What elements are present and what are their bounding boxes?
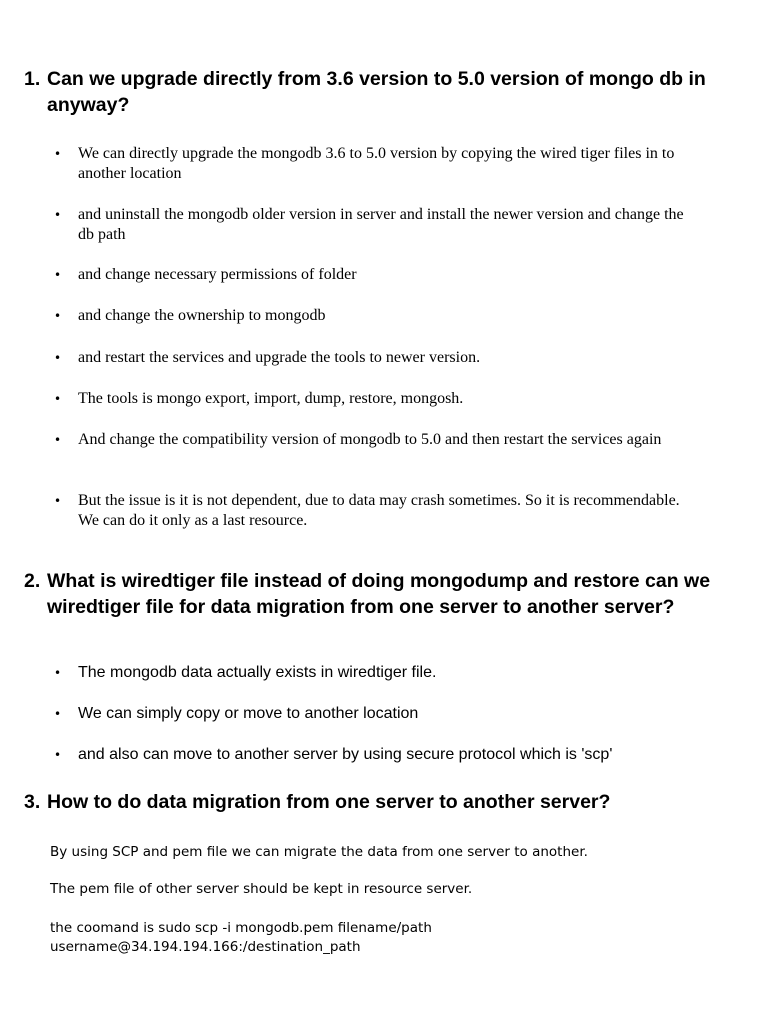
list-item	[54, 144, 694, 184]
list-item	[54, 704, 694, 724]
bullet-glyph: •	[54, 748, 62, 762]
section-1-title: Can we upgrade directly from 3.6 version to 5.0 version of mongo db in anyway?	[47, 68, 706, 116]
list-item-text: And change the compatibility version of mongodb to 5.0 and then restart the services again	[78, 431, 662, 448]
section-3-heading	[24, 789, 714, 815]
command-line: username@34.194.194.166:/destination_path	[50, 939, 361, 955]
list-item	[54, 430, 694, 450]
command-line: the coomand is sudo scp -i mongodb.pem filename/path	[50, 920, 432, 936]
section-3-paragraph: The pem file of other server should be kept in resource server.	[50, 881, 473, 897]
list-item	[54, 745, 694, 765]
list-item-text: and uninstall the mongodb older version in server and install the newer version and change the db path	[78, 206, 684, 243]
list-item-text: and also can move to another server by using secure protocol which is 'scp'	[78, 746, 613, 763]
section-3-paragraph: By using SCP and pem file we can migrate the data from one server to another.	[50, 844, 588, 860]
list-item-text: But the issue is it is not dependent, due to data may crash sometimes. So it is recommendable. We can do it only as a last resource.	[78, 492, 680, 529]
bullet-glyph: •	[54, 147, 62, 161]
list-item-text: and change necessary permissions of folder	[78, 266, 357, 283]
section-2-title: What is wiredtiger file instead of doing mongodump and restore can we wiredtiger file for data migration from one server to another server?	[47, 570, 711, 618]
list-item	[54, 205, 694, 245]
section-1-heading	[24, 66, 714, 118]
list-item-text: We can simply copy or move to another location	[78, 705, 419, 722]
bullet-glyph: •	[54, 309, 62, 323]
section-2-heading	[24, 568, 714, 620]
list-item-text: We can directly upgrade the mongodb 3.6 to 5.0 version by copying the wired tiger files in to another location	[78, 145, 675, 182]
section-1-number: 1.	[24, 68, 41, 90]
section-3-number: 3.	[24, 791, 41, 813]
list-item	[54, 265, 694, 285]
list-item	[54, 491, 694, 531]
bullet-glyph: •	[54, 494, 62, 508]
bullet-glyph: •	[54, 268, 62, 282]
list-item	[54, 306, 694, 326]
list-item	[54, 389, 694, 409]
list-item-text: and change the ownership to mongodb	[78, 307, 326, 324]
list-item	[54, 348, 694, 368]
list-item-text: and restart the services and upgrade the tools to newer version.	[78, 349, 481, 366]
bullet-glyph: •	[54, 392, 62, 406]
bullet-glyph: •	[54, 666, 62, 680]
section-3-title: How to do data migration from one server to another server?	[47, 791, 611, 813]
bullet-glyph: •	[54, 707, 62, 721]
list-item	[54, 663, 694, 683]
bullet-glyph: •	[54, 351, 62, 365]
bullet-glyph: •	[54, 433, 62, 447]
section-2-number: 2.	[24, 570, 41, 592]
list-item-text: The mongodb data actually exists in wiredtiger file.	[78, 664, 437, 681]
list-item-text: The tools is mongo export, import, dump, restore, mongosh.	[78, 390, 464, 407]
bullet-glyph: •	[54, 208, 62, 222]
